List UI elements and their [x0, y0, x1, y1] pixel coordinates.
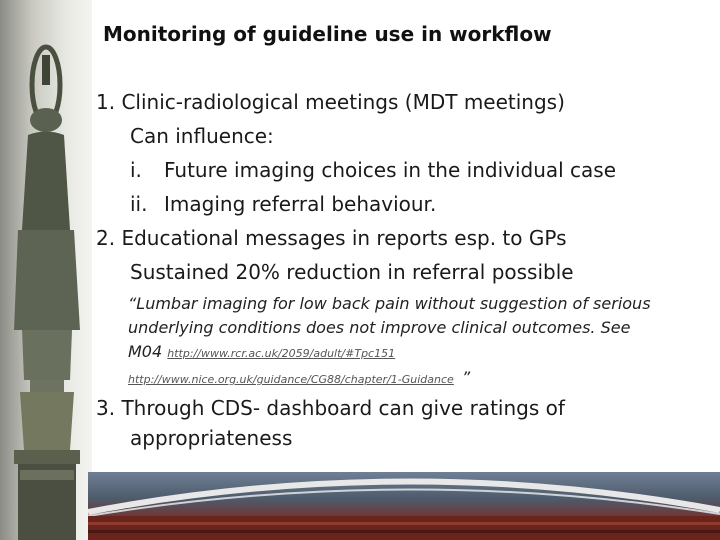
statue-illustration [0, 0, 92, 540]
quote-block [128, 292, 713, 392]
nice-link[interactable]: http://www.nice.org.uk/guidance/CG88/chapter/1-Guidance [128, 373, 454, 386]
point-1-sub-i [130, 158, 616, 182]
point-1-sub-ii [130, 192, 436, 216]
roman-marker-i: i. [130, 158, 142, 182]
slide-title: Monitoring of guideline use in workflow [103, 22, 552, 46]
quote-line-3 [128, 340, 713, 366]
point-1-subtitle: Can influence: [130, 124, 274, 148]
rcr-link[interactable]: http://www.rcr.ac.uk/2059/adult/#Tpc151 [167, 347, 396, 360]
point-1: 1. Clinic-radiological meetings (MDT meetings) [96, 90, 565, 114]
quote-line-2: underlying conditions does not improve clinical outcomes. See [128, 318, 631, 337]
quote-close-mark: ” [461, 368, 471, 387]
stadium-photo [88, 472, 720, 540]
point-3-line-1: 3. Through CDS- dashboard can give ratings of [96, 396, 565, 420]
roman-marker-ii: ii. [130, 192, 148, 216]
point-2: 2. Educational messages in reports esp. to GPs [96, 226, 567, 250]
statue-image [0, 0, 92, 540]
point-1-sub-ii-text: Imaging referral behaviour. [164, 192, 437, 216]
point-1-sub-i-text: Future imaging choices in the individual case [164, 158, 617, 182]
quote-prefix: M04 [128, 342, 163, 361]
stadium-illustration [88, 472, 720, 540]
quote-line-1: “Lumbar imaging for low back pain without suggestion of serious [128, 294, 651, 313]
point-3-line-2: appropriateness [130, 426, 293, 450]
quote-line-4 [128, 366, 713, 392]
point-2-subtitle: Sustained 20% reduction in referral possible [130, 260, 574, 284]
